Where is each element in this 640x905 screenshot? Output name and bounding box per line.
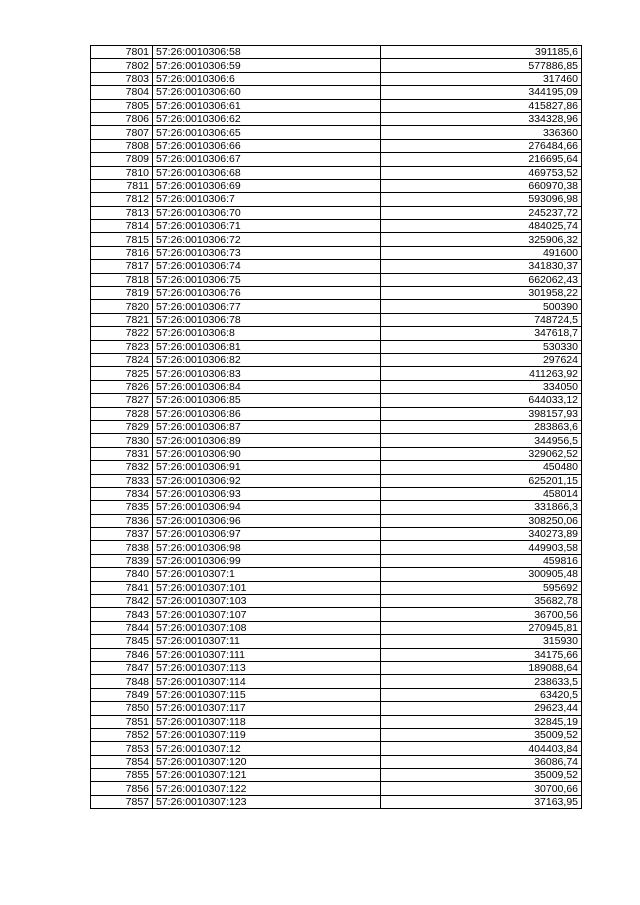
value-cell: 245237,72 <box>381 206 582 219</box>
table-row <box>91 769 582 782</box>
cadastral-number-cell: 57:26:0010307:122 <box>153 782 381 795</box>
value-cell: 34175,66 <box>381 648 582 661</box>
value-cell: 63420,5 <box>381 688 582 701</box>
row-number-cell: 7852 <box>91 728 153 741</box>
table-row <box>91 153 582 166</box>
cadastral-number-cell: 57:26:0010306:85 <box>153 394 381 407</box>
value-cell: 595692 <box>381 581 582 594</box>
table-row <box>91 675 582 688</box>
row-number-cell: 7819 <box>91 287 153 300</box>
cadastral-number-cell: 57:26:0010307:103 <box>153 595 381 608</box>
value-cell: 662062,43 <box>381 273 582 286</box>
value-cell: 458014 <box>381 487 582 500</box>
row-number-cell: 7855 <box>91 769 153 782</box>
row-number-cell: 7821 <box>91 313 153 326</box>
table-row <box>91 193 582 206</box>
table-row <box>91 728 582 741</box>
row-number-cell: 7810 <box>91 166 153 179</box>
cadastral-number-cell: 57:26:0010306:71 <box>153 220 381 233</box>
row-number-cell: 7853 <box>91 742 153 755</box>
cadastral-number-cell: 57:26:0010306:98 <box>153 541 381 554</box>
row-number-cell: 7826 <box>91 380 153 393</box>
row-number-cell: 7805 <box>91 99 153 112</box>
row-number-cell: 7804 <box>91 86 153 99</box>
row-number-cell: 7846 <box>91 648 153 661</box>
table-row <box>91 273 582 286</box>
table-row <box>91 581 582 594</box>
cadastral-number-cell: 57:26:0010306:94 <box>153 501 381 514</box>
row-number-cell: 7837 <box>91 528 153 541</box>
cadastral-number-cell: 57:26:0010306:78 <box>153 313 381 326</box>
cadastral-number-cell: 57:26:0010307:113 <box>153 661 381 674</box>
value-cell: 35009,52 <box>381 769 582 782</box>
cadastral-number-cell: 57:26:0010306:61 <box>153 99 381 112</box>
cadastral-number-cell: 57:26:0010307:120 <box>153 755 381 768</box>
row-number-cell: 7818 <box>91 273 153 286</box>
value-cell: 391185,6 <box>381 46 582 59</box>
row-number-cell: 7811 <box>91 179 153 192</box>
cadastral-number-cell: 57:26:0010306:68 <box>153 166 381 179</box>
cadastral-number-cell: 57:26:0010307:111 <box>153 648 381 661</box>
value-cell: 35009,52 <box>381 728 582 741</box>
row-number-cell: 7839 <box>91 554 153 567</box>
cadastral-number-cell: 57:26:0010307:108 <box>153 621 381 634</box>
row-number-cell: 7807 <box>91 126 153 139</box>
table-row <box>91 394 582 407</box>
cadastral-number-cell: 57:26:0010306:65 <box>153 126 381 139</box>
table-row <box>91 220 582 233</box>
table-row <box>91 260 582 273</box>
row-number-cell: 7856 <box>91 782 153 795</box>
table-row <box>91 795 582 808</box>
table-row <box>91 487 582 500</box>
cadastral-number-cell: 57:26:0010306:91 <box>153 461 381 474</box>
value-cell: 325906,32 <box>381 233 582 246</box>
value-cell: 270945,81 <box>381 621 582 634</box>
cadastral-number-cell: 57:26:0010307:107 <box>153 608 381 621</box>
table-row <box>91 139 582 152</box>
value-cell: 317460 <box>381 72 582 85</box>
cadastral-number-cell: 57:26:0010307:123 <box>153 795 381 808</box>
row-number-cell: 7813 <box>91 206 153 219</box>
row-number-cell: 7806 <box>91 112 153 125</box>
row-number-cell: 7834 <box>91 487 153 500</box>
table-row <box>91 179 582 192</box>
table-row <box>91 327 582 340</box>
value-cell: 593096,98 <box>381 193 582 206</box>
table-row <box>91 554 582 567</box>
row-number-cell: 7801 <box>91 46 153 59</box>
table-row <box>91 46 582 59</box>
value-cell: 308250,06 <box>381 514 582 527</box>
value-cell: 283863,6 <box>381 420 582 433</box>
cadastral-number-cell: 57:26:0010307:12 <box>153 742 381 755</box>
cadastral-number-cell: 57:26:0010306:7 <box>153 193 381 206</box>
cadastral-number-cell: 57:26:0010306:92 <box>153 474 381 487</box>
table-row <box>91 380 582 393</box>
table-row <box>91 420 582 433</box>
row-number-cell: 7841 <box>91 581 153 594</box>
cadastral-number-cell: 57:26:0010306:69 <box>153 179 381 192</box>
cadastral-number-cell: 57:26:0010307:11 <box>153 635 381 648</box>
table-row <box>91 367 582 380</box>
row-number-cell: 7832 <box>91 461 153 474</box>
value-cell: 577886,85 <box>381 59 582 72</box>
cadastral-number-cell: 57:26:0010306:73 <box>153 246 381 259</box>
table-row <box>91 528 582 541</box>
row-number-cell: 7857 <box>91 795 153 808</box>
cadastral-number-cell: 57:26:0010307:114 <box>153 675 381 688</box>
value-cell: 469753,52 <box>381 166 582 179</box>
row-number-cell: 7835 <box>91 501 153 514</box>
value-cell: 411263,92 <box>381 367 582 380</box>
row-number-cell: 7840 <box>91 568 153 581</box>
cadastral-number-cell: 57:26:0010307:118 <box>153 715 381 728</box>
value-cell: 500390 <box>381 300 582 313</box>
row-number-cell: 7802 <box>91 59 153 72</box>
value-cell: 276484,66 <box>381 139 582 152</box>
table-body <box>91 46 582 809</box>
value-cell: 36700,56 <box>381 608 582 621</box>
table-row <box>91 86 582 99</box>
cadastral-number-cell: 57:26:0010306:96 <box>153 514 381 527</box>
cadastral-number-cell: 57:26:0010306:83 <box>153 367 381 380</box>
cadastral-number-cell: 57:26:0010306:58 <box>153 46 381 59</box>
value-cell: 344956,5 <box>381 434 582 447</box>
row-number-cell: 7854 <box>91 755 153 768</box>
value-cell: 347618,7 <box>381 327 582 340</box>
row-number-cell: 7816 <box>91 246 153 259</box>
cadastral-number-cell: 57:26:0010306:86 <box>153 407 381 420</box>
cadastral-number-cell: 57:26:0010306:89 <box>153 434 381 447</box>
value-cell: 36086,74 <box>381 755 582 768</box>
cadastral-value-table <box>90 45 582 809</box>
table-row <box>91 568 582 581</box>
table-row <box>91 608 582 621</box>
value-cell: 748724,5 <box>381 313 582 326</box>
row-number-cell: 7812 <box>91 193 153 206</box>
value-cell: 459816 <box>381 554 582 567</box>
cadastral-number-cell: 57:26:0010307:121 <box>153 769 381 782</box>
row-number-cell: 7817 <box>91 260 153 273</box>
row-number-cell: 7814 <box>91 220 153 233</box>
row-number-cell: 7823 <box>91 340 153 353</box>
cadastral-number-cell: 57:26:0010306:87 <box>153 420 381 433</box>
table-row <box>91 407 582 420</box>
table-row <box>91 514 582 527</box>
value-cell: 398157,93 <box>381 407 582 420</box>
table-row <box>91 447 582 460</box>
table-row <box>91 541 582 554</box>
row-number-cell: 7820 <box>91 300 153 313</box>
value-cell: 189088,64 <box>381 661 582 674</box>
cadastral-number-cell: 57:26:0010306:90 <box>153 447 381 460</box>
row-number-cell: 7850 <box>91 702 153 715</box>
cadastral-number-cell: 57:26:0010307:115 <box>153 688 381 701</box>
value-cell: 450480 <box>381 461 582 474</box>
cadastral-number-cell: 57:26:0010306:82 <box>153 353 381 366</box>
cadastral-number-cell: 57:26:0010306:84 <box>153 380 381 393</box>
cadastral-number-cell: 57:26:0010306:76 <box>153 287 381 300</box>
table-row <box>91 635 582 648</box>
cadastral-number-cell: 57:26:0010307:119 <box>153 728 381 741</box>
cadastral-number-cell: 57:26:0010306:60 <box>153 86 381 99</box>
value-cell: 449903,58 <box>381 541 582 554</box>
table-row <box>91 246 582 259</box>
cadastral-number-cell: 57:26:0010307:117 <box>153 702 381 715</box>
value-cell: 336360 <box>381 126 582 139</box>
row-number-cell: 7842 <box>91 595 153 608</box>
value-cell: 297624 <box>381 353 582 366</box>
cadastral-number-cell: 57:26:0010306:99 <box>153 554 381 567</box>
row-number-cell: 7830 <box>91 434 153 447</box>
value-cell: 216695,64 <box>381 153 582 166</box>
row-number-cell: 7808 <box>91 139 153 152</box>
row-number-cell: 7831 <box>91 447 153 460</box>
cadastral-number-cell: 57:26:0010306:74 <box>153 260 381 273</box>
value-cell: 300905,48 <box>381 568 582 581</box>
value-cell: 491600 <box>381 246 582 259</box>
row-number-cell: 7838 <box>91 541 153 554</box>
cadastral-number-cell: 57:26:0010306:67 <box>153 153 381 166</box>
row-number-cell: 7824 <box>91 353 153 366</box>
cadastral-number-cell: 57:26:0010307:1 <box>153 568 381 581</box>
table-row <box>91 715 582 728</box>
row-number-cell: 7851 <box>91 715 153 728</box>
value-cell: 660970,38 <box>381 179 582 192</box>
value-cell: 415827,86 <box>381 99 582 112</box>
table-row <box>91 313 582 326</box>
table-row <box>91 166 582 179</box>
table-row <box>91 661 582 674</box>
row-number-cell: 7845 <box>91 635 153 648</box>
cadastral-number-cell: 57:26:0010306:72 <box>153 233 381 246</box>
row-number-cell: 7827 <box>91 394 153 407</box>
row-number-cell: 7828 <box>91 407 153 420</box>
value-cell: 29623,44 <box>381 702 582 715</box>
table-row <box>91 112 582 125</box>
table-row <box>91 434 582 447</box>
value-cell: 530330 <box>381 340 582 353</box>
value-cell: 644033,12 <box>381 394 582 407</box>
cadastral-number-cell: 57:26:0010306:97 <box>153 528 381 541</box>
table-row <box>91 742 582 755</box>
table-row <box>91 782 582 795</box>
table-row <box>91 353 582 366</box>
cadastral-number-cell: 57:26:0010306:77 <box>153 300 381 313</box>
value-cell: 404403,84 <box>381 742 582 755</box>
value-cell: 625201,15 <box>381 474 582 487</box>
table-row <box>91 206 582 219</box>
row-number-cell: 7822 <box>91 327 153 340</box>
value-cell: 30700,66 <box>381 782 582 795</box>
row-number-cell: 7803 <box>91 72 153 85</box>
cadastral-number-cell: 57:26:0010306:93 <box>153 487 381 500</box>
table-row <box>91 59 582 72</box>
value-cell: 334328,96 <box>381 112 582 125</box>
value-cell: 344195,09 <box>381 86 582 99</box>
value-cell: 329062,52 <box>381 447 582 460</box>
table-row <box>91 474 582 487</box>
table-row <box>91 648 582 661</box>
table-row <box>91 99 582 112</box>
row-number-cell: 7825 <box>91 367 153 380</box>
cadastral-number-cell: 57:26:0010306:62 <box>153 112 381 125</box>
row-number-cell: 7829 <box>91 420 153 433</box>
row-number-cell: 7848 <box>91 675 153 688</box>
value-cell: 315930 <box>381 635 582 648</box>
value-cell: 35682,78 <box>381 595 582 608</box>
value-cell: 340273,89 <box>381 528 582 541</box>
table-row <box>91 755 582 768</box>
row-number-cell: 7833 <box>91 474 153 487</box>
value-cell: 341830,37 <box>381 260 582 273</box>
table-row <box>91 300 582 313</box>
table-row <box>91 126 582 139</box>
cadastral-number-cell: 57:26:0010306:70 <box>153 206 381 219</box>
table-row <box>91 461 582 474</box>
table-row <box>91 233 582 246</box>
value-cell: 32845,19 <box>381 715 582 728</box>
table-row <box>91 340 582 353</box>
value-cell: 37163,95 <box>381 795 582 808</box>
cadastral-number-cell: 57:26:0010306:8 <box>153 327 381 340</box>
table-row <box>91 72 582 85</box>
value-cell: 331866,3 <box>381 501 582 514</box>
value-cell: 238633,5 <box>381 675 582 688</box>
cadastral-number-cell: 57:26:0010306:81 <box>153 340 381 353</box>
cadastral-number-cell: 57:26:0010306:66 <box>153 139 381 152</box>
cadastral-number-cell: 57:26:0010306:75 <box>153 273 381 286</box>
row-number-cell: 7809 <box>91 153 153 166</box>
row-number-cell: 7849 <box>91 688 153 701</box>
row-number-cell: 7844 <box>91 621 153 634</box>
cadastral-number-cell: 57:26:0010306:6 <box>153 72 381 85</box>
cadastral-number-cell: 57:26:0010306:59 <box>153 59 381 72</box>
row-number-cell: 7847 <box>91 661 153 674</box>
value-cell: 484025,74 <box>381 220 582 233</box>
value-cell: 334050 <box>381 380 582 393</box>
row-number-cell: 7843 <box>91 608 153 621</box>
table-row <box>91 688 582 701</box>
cadastral-number-cell: 57:26:0010307:101 <box>153 581 381 594</box>
row-number-cell: 7836 <box>91 514 153 527</box>
table-row <box>91 595 582 608</box>
value-cell: 301958,22 <box>381 287 582 300</box>
table-row <box>91 702 582 715</box>
table-row <box>91 287 582 300</box>
row-number-cell: 7815 <box>91 233 153 246</box>
table-row <box>91 621 582 634</box>
table-row <box>91 501 582 514</box>
